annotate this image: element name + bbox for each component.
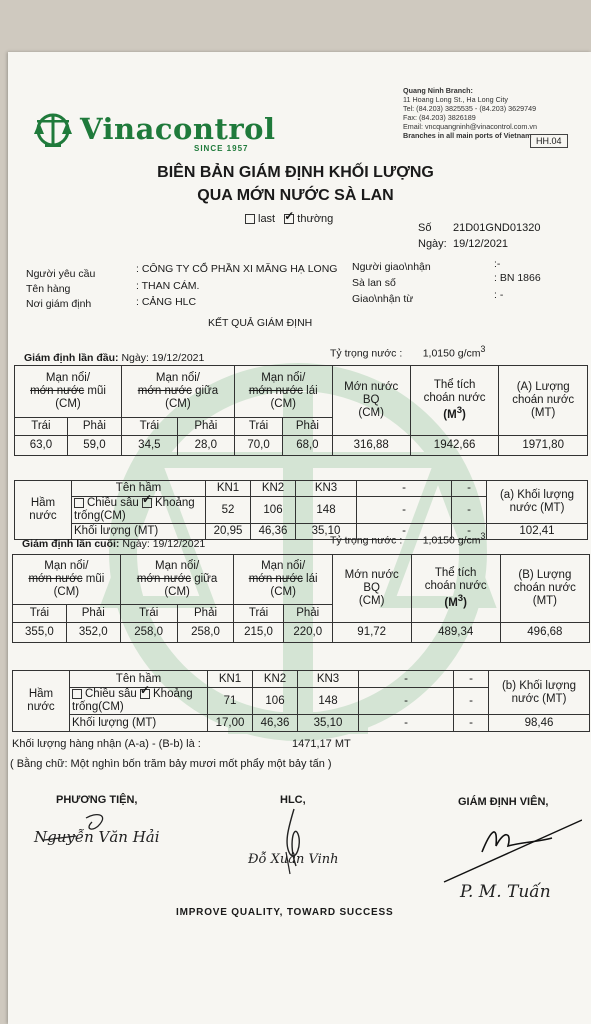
tank-label: Hầm nước [13,671,70,732]
dash-cell: - [452,497,487,524]
kn2-header: KN2 [253,671,298,688]
table-row [13,623,590,643]
branch-line: Fax: (84.203) 3826189 [403,113,476,122]
depth-checkbox[interactable] [72,689,82,699]
kn1-depth: 52 [206,497,251,524]
surveyor-signature-icon [442,812,582,892]
table-row [15,436,588,456]
volume-header: Thể tích choán nước $(M^3)$ [410,366,499,436]
goods-label: Tên hàng [26,283,71,295]
bow-left-value: 63,0 [15,436,68,456]
bow-right-value: 352,0 [66,623,120,643]
first-draft-table [14,365,588,456]
stern-right-header: Phải [283,418,332,436]
kn1-header: KN1 [208,671,253,688]
density-sup: 3 [480,344,486,354]
kn1-header: KN1 [206,481,251,497]
thuong-checkbox[interactable] [284,214,294,224]
kn3-depth: 148 [298,688,359,715]
bow-header: Mạn nổi/ mớn nước mũi (CM) [13,555,121,605]
last-draft-table [12,554,590,643]
vessel-signature-label: PHƯƠNG TIỆN, [56,794,138,806]
depth-row-label: Chiều sâu ✓ Khoảng trống(CM) [70,688,208,715]
mid-left-value: 34,5 [121,436,177,456]
brand-name: Vinacontrol [80,112,276,146]
branch-line: Tel: (84.203) 3825535 - (84.203) 3629749 [403,104,537,113]
volume-value: 1942,66 [410,436,499,456]
kn1-mass: 17,00 [208,715,253,732]
scales-logo-icon [32,112,74,148]
last-survey-label: Giám định lần cuối: [22,538,120,550]
surveyor-signature-label: GIÁM ĐỊNH VIÊN, [458,796,549,808]
branch-address [403,86,537,140]
dash-cell: - [357,481,452,497]
branch-line: Email: vncquangninh@vinacontrol.com.vn [403,122,537,131]
dash-cell: - [454,671,489,688]
kn1-mass: 20,95 [206,524,251,540]
density-sup: 3 [480,531,486,541]
hlc-signature-label: HLC, [280,794,306,806]
bow-right-value: 59,0 [67,436,121,456]
last-survey-heading [22,538,205,550]
so-value: 21D01GND01320 [453,222,541,234]
brand-since: SINCE 1957 [194,144,249,153]
stern-header: Mạn nổi/ mớn nước lái (CM) [234,555,332,605]
kn1-depth: 71 [208,688,253,715]
ullage-checkbox[interactable] [140,689,150,699]
hlc-signature-name: Đỗ Xuân Vinh [248,852,339,867]
form-code: HH.04 [530,134,568,148]
dash-cell: - [357,497,452,524]
so-label: Số [418,222,432,234]
bow-header: Mạn nổi/ mớn nước mũi (CM) [15,366,122,418]
barge-value: : BN 1866 [494,272,541,284]
kn3-mass: 35,10 [296,524,357,540]
place-value: : CẢNG HLC [136,296,197,308]
from-label: Giao\nhận từ [352,293,414,305]
surveyor-signature-name: P. M. Tuấn [460,882,551,902]
water-mass-total: 98,46 [489,715,590,732]
first-density [330,344,485,360]
density-label: Tỷ trọng nước : [330,347,403,360]
displacement-value: 1971,80 [499,436,588,456]
mean-draft-value: 91,72 [332,623,411,643]
mid-left-header: Trái [121,418,177,436]
dash-cell: - [357,524,452,540]
kn3-depth: 148 [296,497,357,524]
bow-left-value: 355,0 [13,623,67,643]
ngay-value: 19/12/2021 [453,238,509,250]
barge-label: Sà lan số [352,277,396,289]
mid-left-value: 258,0 [120,623,177,643]
bow-right-header: Phải [66,605,120,623]
depth-row-label: Chiều sâu ✓ Khoảng trống(CM) [72,497,206,524]
last-survey-date: Ngày: 19/12/2021 [122,538,206,550]
bow-right-header: Phải [67,418,121,436]
stern-right-value: 68,0 [283,436,332,456]
stern-header: Mạn nổi/ mớn nước lái (CM) [234,366,332,418]
dash-cell: - [452,524,487,540]
mass-row-label: Khối lượng (MT) [70,715,208,732]
branch-line: Branches in all main ports of Vietnam [403,131,532,140]
stern-left-header: Trái [234,418,282,436]
depth-checkbox[interactable] [74,498,84,508]
deliverer-label: Người giao\nhận [352,261,431,273]
dash-cell: - [359,671,454,688]
kn3-header: KN3 [298,671,359,688]
water-mass-total: 102,41 [487,524,588,540]
volume-value: 489,34 [411,623,500,643]
option-row [245,213,333,225]
water-mass-header: (b) Khối lượng nước (MT) [489,671,590,715]
kn3-mass: 35,10 [298,715,359,732]
displacement-value: 496,68 [500,623,589,643]
mid-right-header: Phải [177,605,234,623]
document-title-line1: BIÊN BẢN GIÁM ĐỊNH KHỐI LƯỢNG [157,164,434,181]
density-label: Tỷ trọng nước : [330,534,403,547]
ngay-label: Ngày: [418,238,447,250]
mean-draft-header: Mớn nước BQ (CM) [332,555,411,623]
ullage-checkbox[interactable] [142,498,152,508]
tank-label: Hầm nước [15,481,72,540]
place-label: Nơi giám định [26,298,92,310]
mid-left-header: Trái [120,605,177,623]
dash-cell: - [359,688,454,715]
footer-slogan: IMPROVE QUALITY, TOWARD SUCCESS [176,907,394,918]
stern-right-value: 220,0 [283,623,332,643]
kn2-header: KN2 [251,481,296,497]
kn2-depth: 106 [253,688,298,715]
kn2-mass: 46,36 [253,715,298,732]
mid-right-header: Phải [177,418,234,436]
bow-left-header: Trái [13,605,67,623]
section-title: KẾT QUẢ GIÁM ĐỊNH [208,317,313,329]
mid-header: Mạn nổi/ mớn nước giữa (CM) [120,555,234,605]
from-value: : - [494,289,504,301]
mid-right-value: 258,0 [177,623,234,643]
dash-cell: - [454,715,489,732]
water-mass-header: (a) Khối lượng nước (MT) [487,481,588,524]
dash-cell: - [452,481,487,497]
volume-header: Thể tích choán nước $(M^3)$ [411,555,500,623]
mass-row-label: Khối lượng (MT) [72,524,206,540]
last-density [330,531,485,547]
kn2-mass: 46,36 [251,524,296,540]
displacement-header: (A) Lượng choán nước (MT) [499,366,588,436]
document-paper [8,52,591,1024]
tank-name-header: Tên hầm [72,481,206,497]
last-checkbox[interactable] [245,214,255,224]
last-tank-table [12,670,590,732]
stern-left-header: Trái [234,605,283,623]
density-value: 1,0150 g/cm [422,347,481,360]
mean-draft-header: Mớn nước BQ (CM) [332,366,410,436]
tank-name-header: Tên hầm [70,671,208,688]
branch-line: 11 Hoang Long St., Ha Long City [403,95,508,104]
bow-left-header: Trái [15,418,68,436]
requester-label: Người yêu cầu [26,268,96,280]
stern-left-value: 70,0 [234,436,282,456]
dash-cell: - [359,715,454,732]
requester-value: : CÔNG TY CỔ PHẦN XI MĂNG HẠ LONG [136,263,338,275]
density-value: 1,0150 g/cm [422,534,481,547]
mid-right-value: 28,0 [177,436,234,456]
hlc-signature-icon [244,804,344,894]
first-survey-label: Giám định lần đầu: [24,352,119,364]
first-survey-date: Ngày: 19/12/2021 [121,352,205,364]
stern-right-header: Phải [283,605,332,623]
stern-left-value: 215,0 [234,623,283,643]
first-tank-table [14,480,588,540]
dash-cell: - [454,688,489,715]
last-label: last [258,213,276,225]
vessel-signature-name: Nguyễn Văn Hải [34,828,160,846]
branch-line: Quang Ninh Branch: [403,86,473,95]
kn2-depth: 106 [251,497,296,524]
first-survey-heading [24,352,204,364]
mid-header: Mạn nổi/ mớn nước giữa (CM) [121,366,234,418]
goods-value: : THAN CÁM. [136,280,200,292]
received-mass-value: 1471,17 MT [292,738,351,750]
document-title-line2: QUA MỚN NƯỚC SÀ LAN [197,187,394,204]
displacement-header: (B) Lượng choán nước (MT) [500,555,589,623]
mean-draft-value: 316,88 [332,436,410,456]
kn3-header: KN3 [296,481,357,497]
received-mass-label: Khối lượng hàng nhận (A-a) - (B-b) là : [12,738,201,750]
thuong-label: thường [297,213,334,225]
amount-in-words: ( Bằng chữ: Một nghìn bốn trăm bảy mươi mốt phẩy một bảy tấn ) [10,758,332,770]
deliverer-value: :- [494,258,501,270]
